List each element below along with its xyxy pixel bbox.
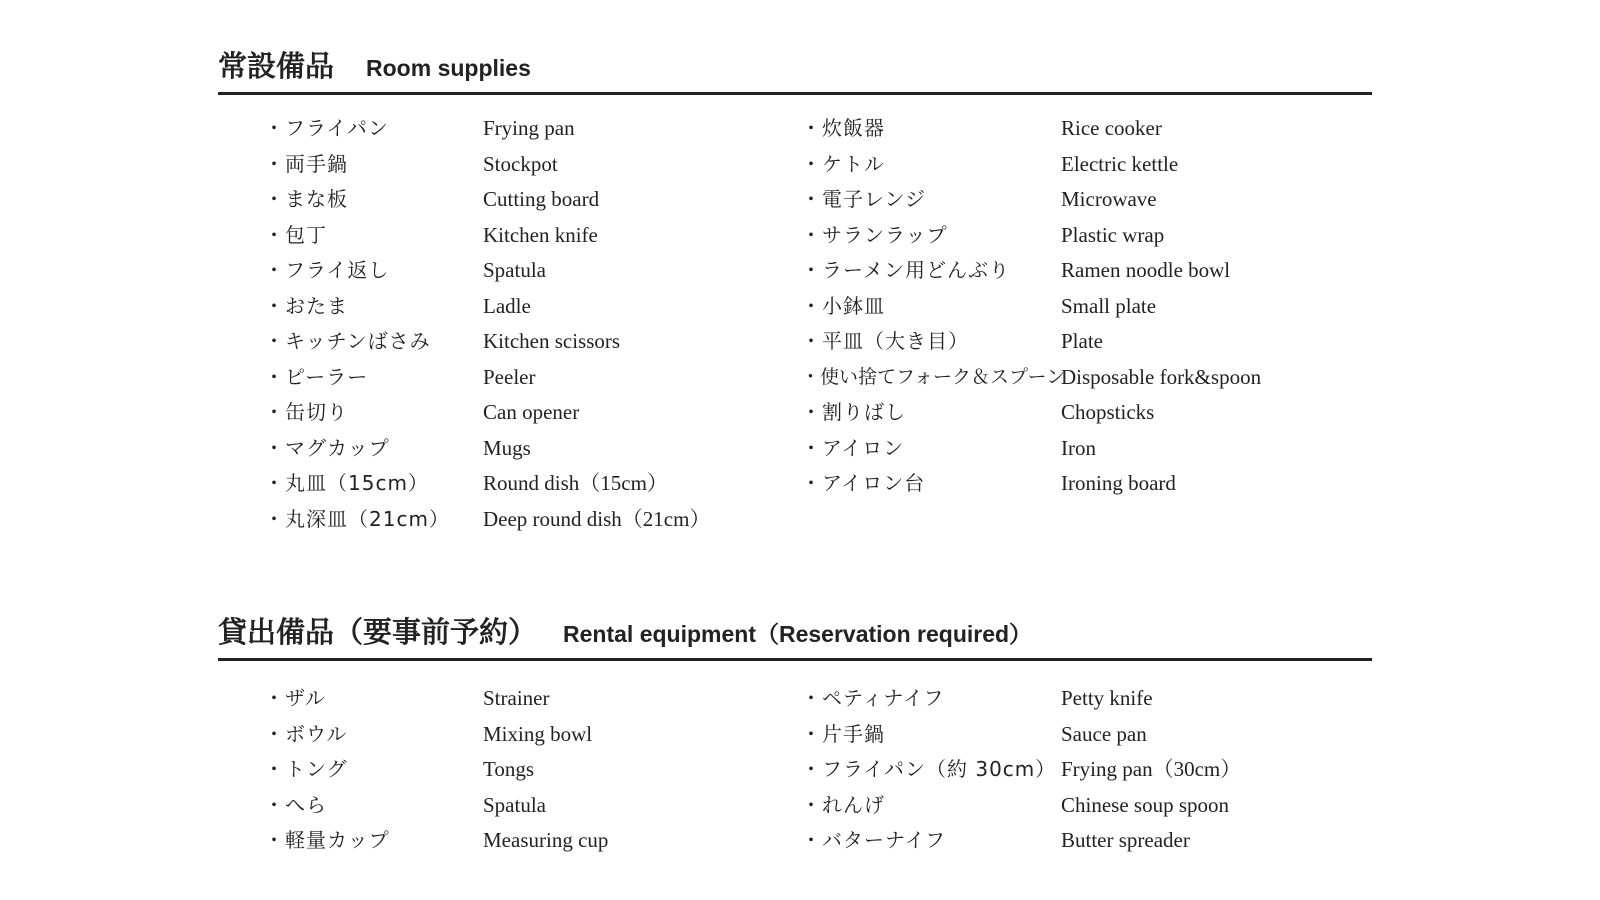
item-jp: ・フライパン: [264, 116, 389, 140]
item-en: Kitchen scissors: [483, 329, 621, 353]
item-en: Can opener: [483, 400, 580, 424]
room-supplies-section: [218, 40, 1372, 531]
rental-equipment-section: [218, 606, 1372, 852]
item-jp: ・ケトル: [801, 151, 885, 176]
item-jp: ・サランラップ: [801, 222, 948, 247]
item-jp: ・マグカップ: [264, 435, 390, 460]
item-jp: ・片手鍋: [801, 721, 885, 746]
item-en: Ladle: [483, 293, 531, 318]
item-jp: ・缶切り: [264, 400, 348, 424]
rental-equipment-header: [218, 606, 1372, 661]
item-en: Frying pan（30cm）: [1061, 757, 1242, 781]
item-jp: ・丸深皿（21cm）: [264, 506, 450, 531]
item-en: Ironing board: [1061, 471, 1176, 495]
item-en: Butter spreader: [1061, 828, 1190, 852]
item-jp: ・トング: [264, 757, 348, 781]
rental-equipment-title-en: Rental equipment（Reservation required）: [563, 621, 1033, 647]
item-jp: ・丸皿（15cm）: [264, 471, 429, 495]
item-en: Microwave: [1061, 187, 1157, 211]
item-en: Iron: [1061, 435, 1096, 460]
item-jp: ・ザル: [264, 686, 326, 710]
item-en: Disposable fork&spoon: [1061, 364, 1262, 389]
item-en: Frying pan: [483, 116, 575, 140]
item-en: Chinese soup spoon: [1061, 792, 1229, 817]
item-jp: ・ラーメン用どんぶり: [801, 258, 1010, 282]
item-en: Stockpot: [483, 151, 558, 176]
item-jp: ・れんげ: [801, 792, 885, 817]
item-en: Rice cooker: [1061, 116, 1162, 140]
room-supplies-header: [218, 40, 1372, 95]
item-jp: ・小鉢皿: [801, 293, 885, 318]
room-supplies-title-jp: 常設備品: [218, 49, 335, 83]
item-jp: ・キッチンばさみ: [264, 329, 431, 353]
item-jp: ・アイロン: [801, 435, 905, 460]
item-jp: ・まな板: [264, 187, 348, 211]
item-jp: ・使い捨てフォーク＆スプーン: [801, 365, 1066, 388]
item-en: Plastic wrap: [1061, 222, 1165, 247]
item-jp: ・包丁: [264, 222, 327, 247]
item-en: Round dish（15cm）: [483, 471, 668, 495]
item-jp: ・電子レンジ: [801, 187, 926, 211]
item-jp: ・フライパン（約 30cm）: [801, 757, 1057, 781]
item-en: Deep round dish（21cm）: [483, 506, 711, 531]
item-en: Petty knife: [1061, 686, 1153, 710]
item-jp: ・軽量カップ: [264, 828, 390, 852]
item-en: Tongs: [483, 757, 535, 781]
item-jp: ・おたま: [264, 293, 348, 318]
item-en: Chopsticks: [1061, 400, 1155, 424]
item-jp: ・炊飯器: [801, 116, 885, 140]
item-jp: ・ペティナイフ: [801, 686, 945, 710]
item-en: Mugs: [483, 435, 531, 460]
item-jp: ・平皿（大き目）: [801, 329, 969, 353]
item-jp: ・へら: [264, 792, 327, 817]
rental-equipment-title-jp: 貸出備品（要事前予約）: [218, 615, 538, 649]
item-en: Mixing bowl: [483, 721, 593, 746]
item-en: Cutting board: [483, 187, 600, 211]
item-en: Kitchen knife: [483, 222, 598, 247]
item-jp: ・ピーラー: [264, 364, 369, 389]
item-en: Measuring cup: [483, 828, 609, 852]
item-jp: ・バターナイフ: [801, 828, 946, 852]
item-jp: ・フライ返し: [264, 258, 390, 282]
item-jp: ・両手鍋: [264, 151, 348, 176]
item-en: Strainer: [483, 686, 550, 710]
item-en: Ramen noodle bowl: [1061, 258, 1231, 282]
item-en: Spatula: [483, 792, 546, 817]
item-en: Spatula: [483, 258, 546, 282]
item-en: Small plate: [1061, 293, 1157, 318]
item-jp: ・ボウル: [264, 721, 348, 746]
item-en: Electric kettle: [1061, 151, 1179, 176]
room-supplies-title-en: Room supplies: [366, 55, 531, 81]
item-en: Sauce pan: [1061, 721, 1147, 746]
item-jp: ・アイロン台: [801, 471, 926, 495]
item-en: Peeler: [483, 364, 536, 389]
item-jp: ・割りばし: [801, 400, 906, 424]
item-en: Plate: [1061, 329, 1103, 353]
